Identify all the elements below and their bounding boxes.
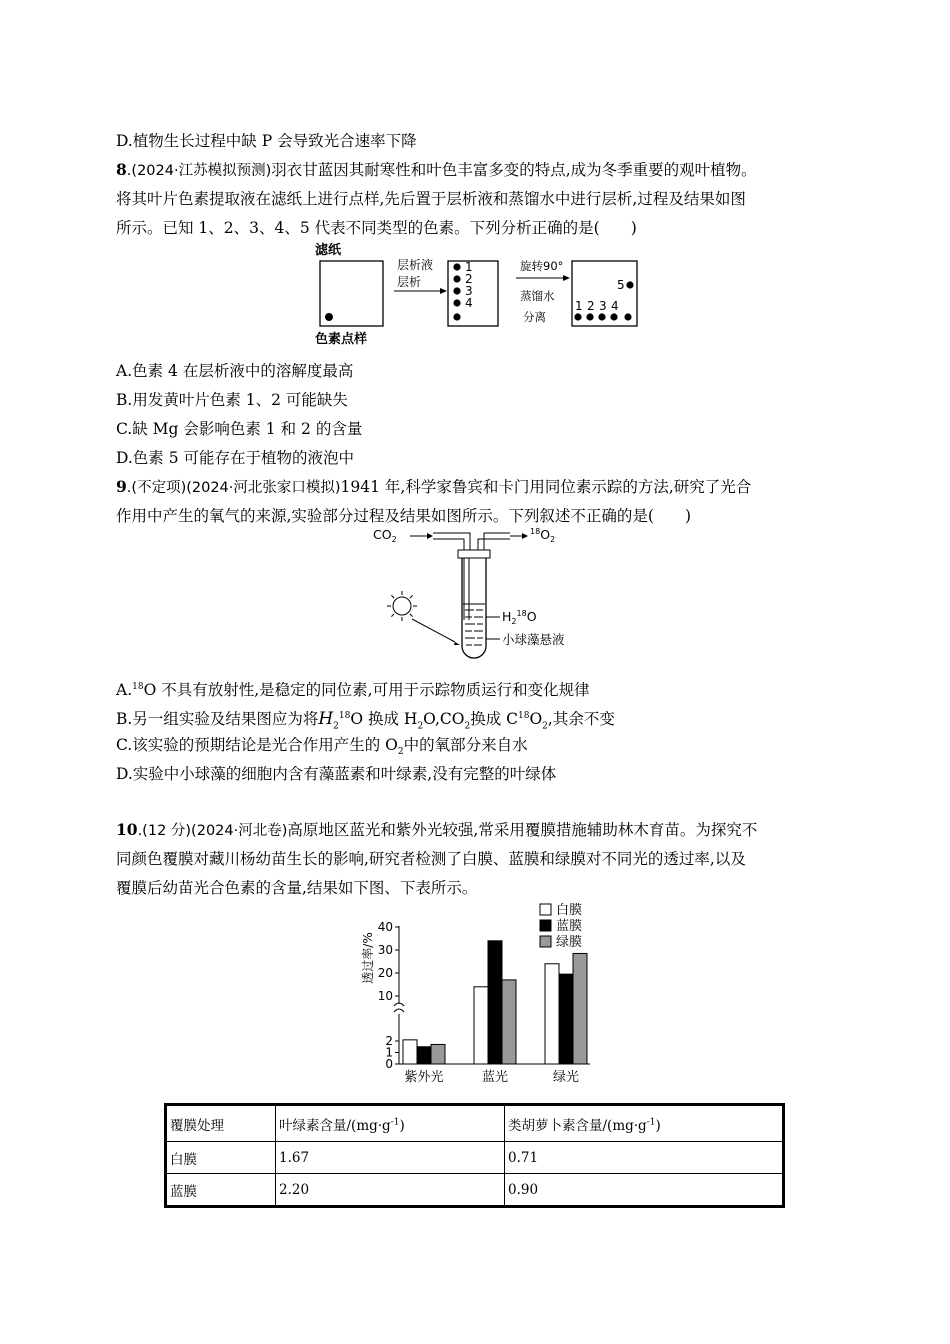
q8-option-c: C.缺 Mg 会影响色素 1 和 2 的含量	[116, 420, 363, 438]
q9-option-c: C.该实验的预期结论是光合作用产生的 $O_2$中的氧部分来自水	[116, 736, 528, 758]
sun-icon	[387, 591, 417, 621]
q8-p2-label2: 2	[465, 272, 473, 286]
table-header-row	[166, 1105, 784, 1142]
q9-option-b: B.另一组实验及结果图应为将$H_2^{18}O$ 换成 $H_2O,CO_2$换成 $C^{18}O_2$,其余不变	[116, 709, 615, 732]
q8-p2-label3: 3	[465, 284, 473, 298]
chart-y-tick-label: 2	[385, 1034, 393, 1048]
q10-stem-line1	[116, 820, 757, 841]
q8-p3-label4: 4	[611, 299, 619, 313]
chart-bar	[431, 1044, 445, 1064]
q8-p3-spot2	[586, 313, 593, 320]
q8-arrow1-head	[440, 288, 447, 294]
q8-stem-line3: 所示。已知 1、2、3、4、5 代表不同类型的色素。下列分析正确的是( )	[116, 219, 637, 237]
chart-x-tick-label: 紫外光	[404, 1070, 444, 1085]
q9-stem-line1	[116, 477, 751, 498]
q8-p2-spot3	[453, 287, 460, 294]
q8-arrow2-head	[563, 275, 570, 281]
q9-stem-text1: 1941 年,科学家鲁宾和卡门用同位素示踪的方法,研究了光合	[340, 478, 752, 496]
q9-light-arrow-head	[454, 642, 460, 645]
q10-number: 10	[116, 820, 138, 839]
q8-arrow2-line2: 蒸馏水	[520, 289, 555, 303]
q8-p2-spot1	[453, 263, 460, 270]
chart-bars	[403, 941, 587, 1064]
q8-p3-spot3	[598, 313, 605, 320]
chart-x-tick-label: 绿光	[552, 1070, 580, 1085]
chart-legend-label: 蓝膜	[556, 919, 583, 934]
q8-p2-spot5	[453, 313, 460, 320]
q8-option-a: A.色素 4 在层析液中的溶解度最高	[116, 362, 354, 380]
chart-bar	[403, 1040, 417, 1064]
q9-light-arrow	[412, 619, 455, 642]
chart-x-tick-label: 蓝光	[481, 1070, 509, 1085]
q9-test-tube	[462, 558, 486, 658]
chart-y-tick-label: 30	[377, 943, 393, 957]
table-row	[166, 1174, 784, 1207]
q10-stem-line2: 同颜色覆膜对藏川杨幼苗生长的影响,研究者检测了白膜、蓝膜和绿膜对不同光的透过率,以及	[116, 850, 746, 868]
table-cell: 蓝膜	[166, 1174, 276, 1207]
q9-outlet-arrow-head	[522, 533, 528, 539]
q9-co2-label: $CO_2$	[373, 527, 397, 544]
chart-bar	[559, 974, 573, 1064]
table-row	[166, 1142, 784, 1174]
q9-source: .(不定项)(2024·河北张家口模拟)	[126, 480, 341, 496]
chart-y-tick-label: 0	[385, 1057, 393, 1071]
q8-p2-spot2	[453, 275, 460, 282]
q9-outlet-tube	[478, 533, 510, 550]
table-cell: 2.20	[276, 1174, 505, 1207]
chart-legend-swatch	[540, 904, 551, 915]
q8-chromatography-figure	[310, 240, 650, 350]
q8-p3-label1: 1	[575, 299, 583, 313]
q8-arrow2-line3: 分离	[523, 310, 546, 324]
q8-p3-label2: 2	[587, 299, 595, 313]
chart-y-tick-label: 10	[377, 989, 393, 1003]
chart-y-tick-label: 1	[385, 1045, 393, 1060]
q9-inlet-arrow-head	[427, 533, 433, 539]
q8-number: 8	[116, 160, 127, 179]
chart-bar	[417, 1047, 431, 1064]
q8-p2-label1: 1	[465, 260, 473, 274]
q8-option-d: D.色素 5 可能存在于植物的液泡中	[116, 449, 355, 467]
q9-option-d: D.实验中小球藻的细胞内含有藻蓝素和叶绿素,没有完整的叶绿体	[116, 765, 557, 783]
chart-x-labels	[404, 1069, 579, 1085]
q8-sample-spot	[325, 313, 333, 321]
q10-stem-text1: 高原地区蓝光和紫外光较强,常采用覆膜措施辅助林木育苗。为探究不	[287, 821, 758, 839]
q8-p3-spot5	[626, 281, 633, 288]
q8-spot-label: 色素点样	[315, 332, 368, 347]
q9-stem-line2: 作用中产生的氧气的来源,实验部分过程及结果如图所示。下列叙述不正确的是( )	[116, 507, 692, 525]
chart-bar	[545, 964, 559, 1064]
q8-stem-text1: 羽衣甘蓝因其耐寒性和叶色丰富多变的特点,成为冬季重要的观叶植物。	[271, 161, 757, 179]
chart-legend-swatch	[540, 936, 551, 947]
q9-suspension-label: 小球藻悬液	[502, 632, 565, 647]
table-header-cell: 类胡萝卜素含量$/(mg\cdot g^{-1})$	[505, 1105, 784, 1142]
table-header-cell: 叶绿素含量$/(mg\cdot g^{-1})$	[276, 1105, 505, 1142]
table-cell: 0.71	[505, 1142, 784, 1174]
chart-legend-swatch	[540, 920, 551, 931]
q8-option-b: B.用发黄叶片色素 1、2 可能缺失	[116, 391, 348, 409]
q10-transmittance-chart	[350, 896, 620, 1091]
q8-p3-spot1	[574, 313, 581, 320]
q9-stopper	[458, 550, 490, 558]
q10-pigment-table	[164, 1103, 785, 1208]
chart-y-tick-label: 20	[377, 966, 393, 980]
q8-p2-spot4	[453, 299, 460, 306]
chart-bar	[488, 941, 502, 1064]
chart-y-ticks	[378, 920, 399, 1071]
q8-p2-label4: 4	[465, 296, 473, 310]
q8-paper-label: 滤纸	[315, 243, 342, 258]
q8-stem-line2: 将其叶片色素提取液在滤纸上进行点样,先后置于层析液和蒸馏水中进行层析,过程及结果如图	[116, 190, 746, 208]
q9-liquid-hatching	[465, 610, 483, 645]
q9-apparatus-figure	[370, 524, 600, 664]
chart-bar	[573, 953, 587, 1064]
chart-y-tick-label: 40	[377, 920, 393, 934]
q8-p3-label5: 5	[617, 278, 625, 292]
q9-number: 9	[116, 477, 127, 496]
q8-p3-spot6	[624, 313, 631, 320]
q8-source: .(2024·江苏模拟预测)	[126, 163, 272, 179]
chart-legend	[540, 903, 582, 950]
q10-source: .(12 分)(2024·河北卷)	[137, 823, 288, 839]
table-cell: 1.67	[276, 1142, 505, 1174]
q8-stem-line1	[116, 160, 757, 181]
chart-y-axis-label: 透过率/%	[361, 932, 375, 984]
q8-p3-spot4	[610, 313, 617, 320]
q9-option-a: A.$^{18}$O 不具有放射性,是稳定的同位素,可用于示踪物质运行和变化规律	[116, 681, 590, 700]
table-cell: 白膜	[166, 1142, 276, 1174]
q7-option-d: D.植物生长过程中缺 P 会导致光合速率下降	[116, 132, 417, 150]
chart-bar	[502, 980, 516, 1064]
q8-arrow1-top: 层析液	[397, 258, 434, 272]
q9-water-label: $H_2^{18}O$	[502, 609, 537, 626]
q9-inlet-tube	[433, 533, 470, 550]
q9-o2-label: $^{18}O_2$	[530, 527, 556, 544]
q10-stem-line3: 覆膜后幼苗光合色素的含量,结果如下图、下表所示。	[116, 879, 478, 897]
chart-legend-label: 白膜	[556, 903, 583, 918]
table-cell: 0.90	[505, 1174, 784, 1207]
chart-bar	[474, 987, 488, 1064]
q8-arrow1-bottom: 层析	[397, 275, 422, 289]
q8-p3-label3: 3	[599, 299, 607, 313]
chart-legend-label: 绿膜	[556, 935, 583, 950]
table-header-cell: 覆膜处理	[166, 1105, 276, 1142]
q8-arrow2-line1: 旋转90°	[520, 259, 564, 273]
